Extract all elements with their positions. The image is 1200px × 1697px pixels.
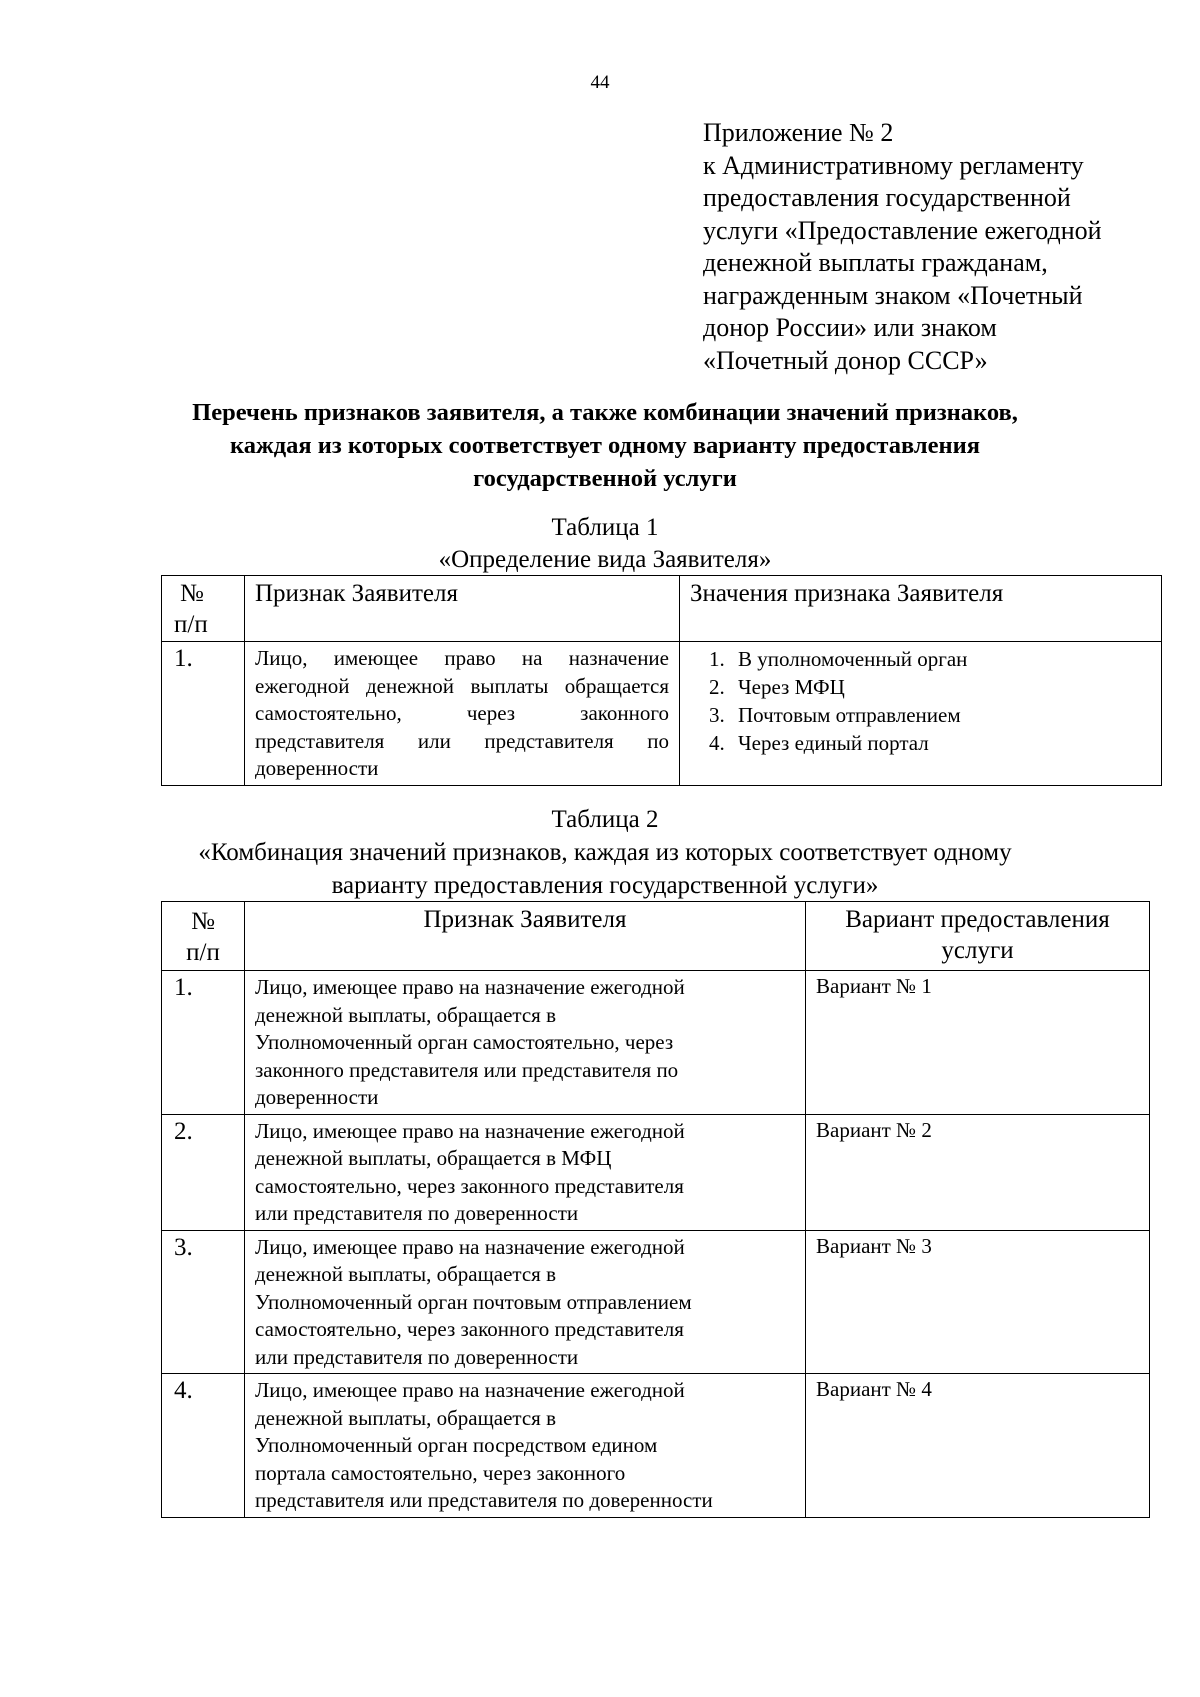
header-num-symbol: № [180, 580, 204, 607]
table2-caption-line: Таблица 2 [551, 806, 659, 833]
list-item-index: 1. [709, 647, 725, 671]
attribute-line: самостоятельно, через законного представителя [255, 1173, 684, 1198]
table1-caption-line: «Определение вида Заявителя» [438, 546, 772, 573]
row-number: 2. [162, 1114, 245, 1230]
page-number: 44 [590, 72, 610, 93]
document-title [150, 396, 1060, 495]
appendix-block [703, 117, 1173, 377]
list-item [709, 729, 1151, 757]
table-row [162, 642, 1162, 786]
table2-header-num [162, 902, 245, 971]
table1-caption-line: Таблица 1 [551, 514, 659, 541]
list-item-index: 4. [709, 731, 725, 755]
title-line: государственной услуги [473, 465, 737, 492]
row-variant: Вариант № 4 [806, 1374, 1150, 1518]
appendix-line: денежной выплаты гражданам, [703, 248, 1048, 277]
attribute-line: Уполномоченный орган почтовым отправлением [255, 1289, 692, 1314]
row-number: 4. [162, 1374, 245, 1518]
table1-caption [150, 512, 1060, 576]
appendix-line: Приложение № 2 [703, 118, 894, 147]
list-item-text: Через единый портал [738, 731, 929, 755]
appendix-line: к Административному регламенту [703, 150, 1084, 180]
row-number: 1. [162, 642, 245, 786]
header-variant-line: Вариант предоставления [845, 906, 1110, 933]
title-line: каждая из которых соответствует одному варианту предоставления [229, 432, 981, 459]
table1-header-attribute: Признак Заявителя [245, 576, 680, 642]
attribute-line: Лицо, имеющее право на назначение ежегодной [255, 1118, 685, 1143]
appendix-line: «Почетный донор СССР» [703, 345, 988, 375]
row-attribute [245, 1374, 806, 1518]
values-list [690, 645, 1151, 757]
list-item-text: В уполномоченный орган [738, 647, 968, 671]
attribute-line: Лицо, имеющее право на назначение ежегодной [255, 1234, 685, 1259]
table1-header-values: Значения признака Заявителя [680, 576, 1162, 642]
appendix-line: предоставления государственной [703, 183, 1071, 212]
table-row [162, 1230, 1150, 1374]
list-item-text: Через МФЦ [738, 675, 845, 699]
attribute-line: портала самостоятельно, через законного [255, 1460, 626, 1485]
row-variant: Вариант № 1 [806, 971, 1150, 1115]
header-num-abbrev: п/п [186, 939, 220, 966]
attribute-line: Лицо, имеющее право на назначение ежегодной [255, 975, 685, 999]
row-attribute [245, 971, 806, 1115]
list-item-index: 2. [709, 675, 725, 699]
attribute-line: или представителя по доверенности [255, 1344, 579, 1369]
row-number: 3. [162, 1230, 245, 1374]
attribute-line: денежной выплаты, обращается в [255, 1002, 557, 1027]
list-item [709, 673, 1151, 701]
attribute-line: денежной выплаты, обращается в [255, 1262, 557, 1286]
table1-header-row [162, 576, 1162, 642]
attribute-line: самостоятельно, через законного представителя [255, 1317, 684, 1341]
list-item-index: 3. [709, 703, 725, 727]
attribute-line: денежной выплаты, обращается в [255, 1405, 557, 1430]
appendix-line: награжденным знаком «Почетный [703, 280, 1083, 310]
table-row [162, 1374, 1150, 1518]
table2-header-row [162, 902, 1150, 971]
attribute-line: Уполномоченный орган самостоятельно, через [255, 1030, 674, 1054]
table2-header-variant [806, 902, 1150, 971]
attribute-line: Лицо, имеющее право на назначение ежегодной [255, 1378, 685, 1402]
header-num-symbol: № [191, 908, 215, 935]
attribute-line: Уполномоченный орган посредством едином [255, 1433, 658, 1457]
attribute-line: представителя или представителя по доверенности [255, 1488, 713, 1512]
table2-variant-combinations [161, 901, 1150, 1518]
attribute-line: или представителя по доверенности [255, 1201, 579, 1225]
table-row [162, 1114, 1150, 1230]
table-row [162, 971, 1150, 1115]
table2-caption [150, 803, 1060, 902]
row-values [680, 642, 1162, 786]
table2-caption-line: варианту предоставления государственной услуги» [331, 872, 879, 899]
header-num-abbrev: п/п [174, 611, 208, 638]
appendix-line: услуги «Предоставление ежегодной [703, 215, 1102, 245]
list-item [709, 701, 1151, 729]
row-variant: Вариант № 2 [806, 1114, 1150, 1230]
table1-header-num [162, 576, 245, 642]
row-variant: Вариант № 3 [806, 1230, 1150, 1374]
table2-caption-line: «Комбинация значений признаков, каждая из которых соответствует одному [198, 839, 1012, 866]
list-item [709, 645, 1151, 673]
row-attribute [245, 1230, 806, 1374]
row-attribute [245, 1114, 806, 1230]
attribute-line: законного представителя или представителя по [255, 1057, 679, 1082]
title-line: Перечень признаков заявителя, а также комбинации значений признаков, [192, 399, 1018, 426]
table2-header-attribute: Признак Заявителя [245, 902, 806, 971]
header-variant-line: услуги [941, 937, 1014, 964]
list-item-text: Почтовым отправлением [738, 703, 961, 727]
table1-applicant-type [161, 575, 1162, 786]
attribute-line: денежной выплаты, обращается в МФЦ [255, 1146, 612, 1170]
row-number: 1. [162, 971, 245, 1115]
appendix-line: донор России» или знаком [703, 313, 997, 342]
attribute-line: доверенности [255, 1085, 379, 1109]
row-attribute: Лицо, имеющее право на назначение ежегодной денежной выплаты обращается самостоятельно, через законного представителя или представителя по доверенности [245, 642, 680, 786]
